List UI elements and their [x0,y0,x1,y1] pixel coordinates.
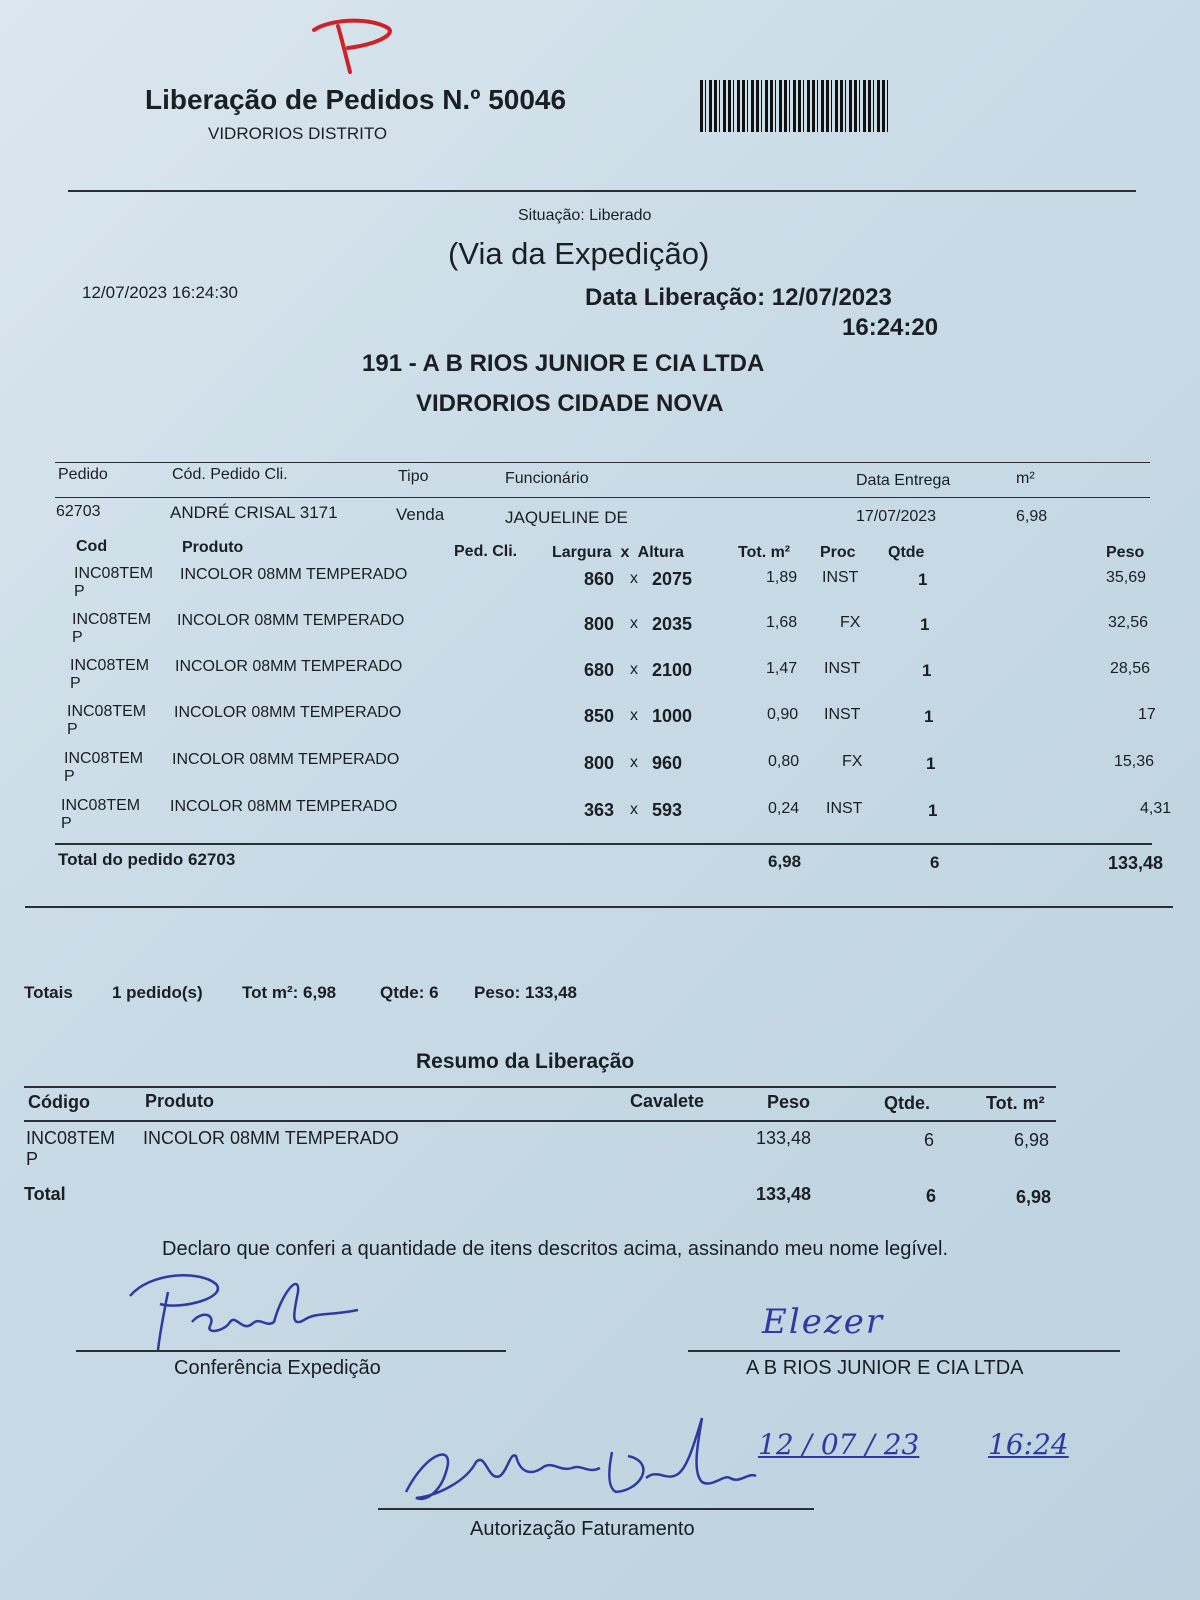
signature-conferencia [120,1262,380,1362]
resumo-produto: INCOLOR 08MM TEMPERADO [143,1128,399,1148]
item-peso: 28,56 [1110,660,1151,677]
order-cod-cli: ANDRÉ CRISAL 3171 [170,503,338,522]
item-cod: INC08TEM P [72,611,152,646]
item-x: x [630,570,638,587]
handwritten-p-mark [308,12,398,82]
item-col-tot-m2: Tot. m² [738,544,791,561]
item-produto: INCOLOR 08MM TEMPERADO [174,704,402,721]
order-m2: 6,98 [1016,508,1048,525]
item-peso: 15,36 [1114,753,1155,770]
order-total-peso: 133,48 [1108,853,1164,873]
item-altura: 593 [652,800,683,820]
order-total-qtde: 6 [930,853,940,872]
item-tot-m2: 0,90 [767,706,799,723]
resumo-top-line [24,1086,1056,1088]
item-col-ped-cli: Ped. Cli. [454,543,518,560]
item-qtde: 1 [920,615,930,634]
store-name: VIDRORIOS CIDADE NOVA [416,390,724,417]
situacao: Situação: Liberado [518,207,652,224]
item-largura: 850 [584,706,615,726]
item-proc: INST [822,569,859,586]
item-altura: 2035 [652,614,693,634]
col-funcionario: Funcionário [505,470,589,487]
item-largura: 363 [584,800,615,820]
item-x: x [630,661,638,678]
signature-autorizacao [396,1412,766,1517]
item-proc: FX [840,614,861,631]
data-liberacao-time: 16:24:20 [842,314,939,341]
item-qtde: 1 [922,661,932,680]
order-tipo: Venda [396,505,445,524]
item-proc: INST [824,706,861,723]
order-total-line [55,843,1152,845]
conferencia-label: Conferência Expedição [174,1357,381,1379]
empresa-label: A B RIOS JUNIOR E CIA LTDA [746,1357,1024,1379]
col-data-entrega: Data Entrega [856,472,951,489]
col-pedido: Pedido [58,466,108,483]
item-altura: 2100 [652,660,693,680]
client-name: 191 - A B RIOS JUNIOR E CIA LTDA [362,350,765,377]
item-produto: INCOLOR 08MM TEMPERADO [175,658,403,675]
resumo-header-line [24,1120,1056,1122]
order-header-bottom-line [55,497,1150,498]
item-cod: INC08TEM P [67,703,147,738]
col-cod-pedido-cli: Cód. Pedido Cli. [172,466,288,483]
item-peso: 17 [1138,706,1156,723]
order-total-label: Total do pedido 62703 [58,850,236,869]
item-cod: INC08TEM P [74,565,154,600]
item-largura: 680 [584,660,615,680]
item-altura: 1000 [652,706,693,726]
item-tot-m2: 0,80 [768,753,800,770]
col-m2: m² [1016,470,1035,487]
item-cod: INC08TEM P [61,797,141,832]
item-col-qtde: Qtde [888,544,925,561]
resumo-qtde: 6 [924,1130,935,1150]
item-x: x [630,707,638,724]
handwritten-name-right: Elezer [762,1302,885,1342]
item-tot-m2: 1,47 [766,660,798,677]
resumo-col-peso: Peso [767,1092,811,1112]
item-altura: 960 [652,753,683,773]
resumo-col-tot-m2: Tot. m² [986,1093,1045,1113]
order-header-top-line [55,462,1150,463]
item-peso: 4,31 [1140,800,1172,817]
item-x: x [630,754,638,771]
totais-m2: Tot m²: 6,98 [242,983,337,1002]
resumo-total-tot-m2: 6,98 [1016,1187,1052,1207]
totais-label: Totais [24,983,73,1002]
item-col-produto: Produto [182,539,244,556]
via: (Via da Expedição) [448,236,710,271]
item-peso: 35,69 [1106,569,1147,586]
handwritten-time: 16:24 [988,1428,1069,1461]
item-qtde: 1 [924,707,934,726]
item-peso: 32,56 [1108,614,1149,631]
resumo-tot-m2: 6,98 [1014,1130,1050,1150]
header-divider [68,190,1136,192]
order-data-entrega: 17/07/2023 [856,508,937,525]
item-proc: FX [842,753,863,770]
item-produto: INCOLOR 08MM TEMPERADO [170,798,398,815]
autorizacao-label: Autorização Faturamento [470,1518,695,1540]
item-cod: INC08TEM P [64,750,144,785]
totais-pedidos: 1 pedido(s) [112,983,203,1002]
order-total-m2: 6,98 [768,852,802,871]
item-x: x [630,615,638,632]
item-largura: 800 [584,614,615,634]
signature-line-left [76,1350,506,1352]
item-qtde: 1 [926,754,936,773]
item-produto: INCOLOR 08MM TEMPERADO [172,751,400,768]
handwritten-date: 12 / 07 / 23 [758,1428,920,1461]
item-proc: INST [826,800,863,817]
resumo-total-peso: 133,48 [756,1184,812,1204]
item-col-largura-altura: Largura x Altura [552,544,684,561]
company-subtitle: VIDRORIOS DISTRITO [208,124,388,143]
data-liberacao: Data Liberação: 12/07/2023 [585,284,892,311]
item-produto: INCOLOR 08MM TEMPERADO [180,566,408,583]
signature-line-right [688,1350,1120,1352]
order-funcionario: JAQUELINE DE [505,508,628,527]
print-datetime: 12/07/2023 16:24:30 [82,283,238,302]
item-col-proc: Proc [820,544,856,561]
resumo-col-codigo: Código [28,1092,90,1112]
signature-line-bottom [378,1508,814,1510]
resumo-col-cavalete: Cavalete [630,1091,705,1111]
resumo-total-label: Total [24,1184,66,1204]
declaration-text: Declaro que conferi a quantidade de itens descritos acima, assinando meu nome legível. [162,1238,949,1260]
item-produto: INCOLOR 08MM TEMPERADO [177,612,405,629]
item-cod: INC08TEM P [70,657,150,692]
item-largura: 800 [584,753,615,773]
resumo-col-produto: Produto [145,1091,214,1111]
resumo-col-qtde: Qtde. [884,1093,931,1113]
order-pedido: 62703 [56,503,101,520]
totais-qtde: Qtde: 6 [380,983,439,1002]
item-tot-m2: 1,89 [766,569,798,586]
item-tot-m2: 1,68 [766,614,798,631]
item-proc: INST [824,660,861,677]
item-col-cod: Cod [76,538,108,555]
item-altura: 2075 [652,569,693,589]
item-tot-m2: 0,24 [768,800,800,817]
item-largura: 860 [584,569,615,589]
resumo-peso: 133,48 [756,1128,812,1148]
barcode [700,80,890,132]
item-col-peso: Peso [1106,544,1145,561]
col-tipo: Tipo [398,468,429,485]
resumo-title: Resumo da Liberação [416,1050,635,1073]
item-qtde: 1 [928,801,938,820]
resumo-cod: INC08TEM P [26,1128,116,1169]
item-qtde: 1 [918,570,928,589]
resumo-total-qtde: 6 [926,1186,937,1206]
item-x: x [630,801,638,818]
page-title: Liberação de Pedidos N.º 50046 [145,84,567,115]
totais-peso: Peso: 133,48 [474,983,578,1002]
section-divider [25,906,1173,908]
